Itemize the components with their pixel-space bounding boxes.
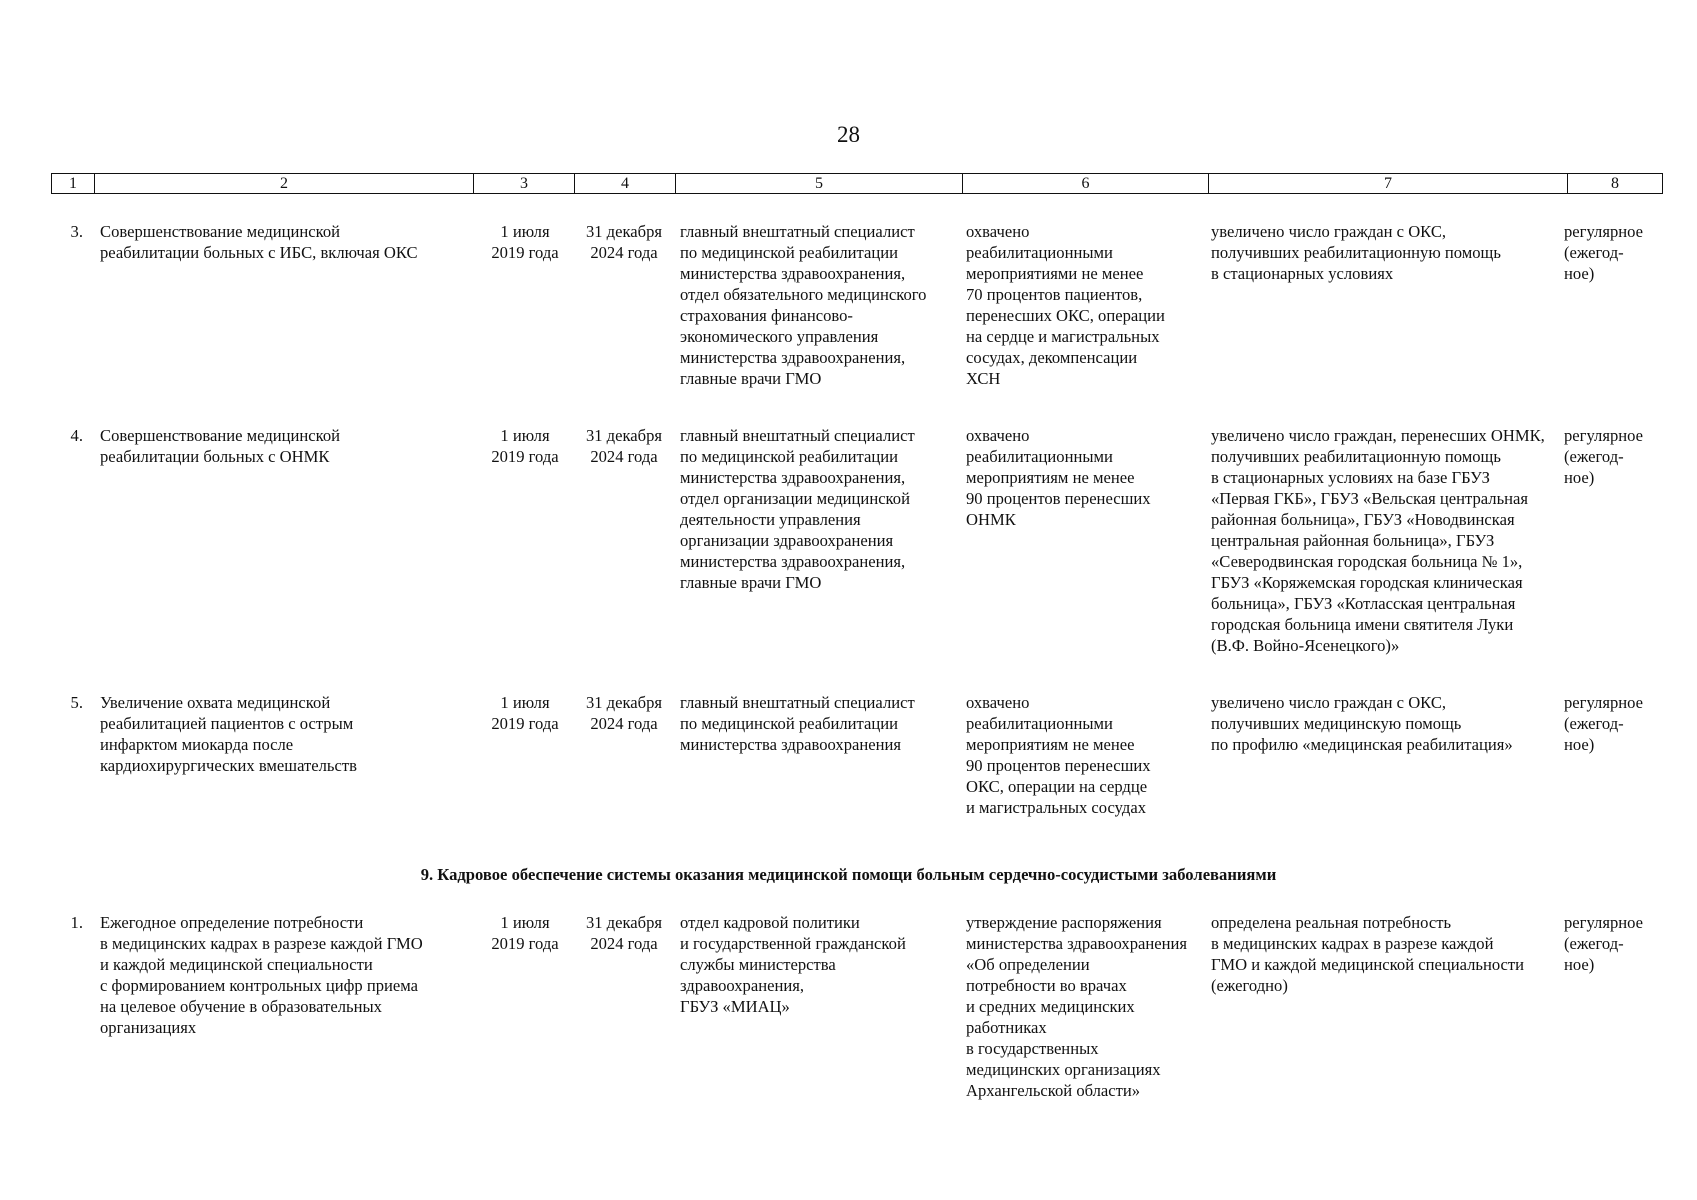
start-date: 1 июля 2019 года (491, 693, 559, 733)
section-heading: 9. Кадровое обеспечение системы оказания медицинской помощи больным сердечно-сосудистыми заболеваниями (420, 865, 1277, 884)
measure-title: Увеличение охвата медицинской реабилитацией пациентов с острым инфарктом миокарда после кардиохирургических вмешательств (100, 693, 357, 775)
column-header-6: 6 (963, 174, 1209, 194)
row-number: 1. (70, 913, 83, 932)
responsible-party: главный внештатный специалист по медицинской реабилитации министерства здравоохранения (680, 693, 915, 754)
frequency: регулярное (ежегод- ное) (1564, 913, 1643, 974)
indicator: охвачено реабилитационными мероприятиями не менее 70 процентов пациентов, перенесших ОКС, операции на сердце и магистральных сосудах, декомпенсации ХСН (966, 222, 1165, 388)
responsible-party: отдел кадровой политики и государственной гражданской службы министерства здравоохранения, ГБУЗ «МИАЦ» (680, 913, 906, 1016)
expected-result: увеличено число граждан, перенесших ОНМК, получивших реабилитационную помощь в стационарных условиях на базе ГБУЗ «Первая ГКБ», ГБУЗ «Вельская центральная районная больница», ГБУЗ «Новодвинская центральная районная больница», ГБУЗ «Северодвинская городская больница № 1», ГБУЗ «Коряжемская городская клиническая больница», ГБУЗ «Котласская центральная городская больница имени святителя Луки (В.Ф. Войно-Ясенецкого)» (1211, 426, 1545, 655)
frequency: регулярное (ежегод- ное) (1564, 426, 1643, 487)
indicator: охвачено реабилитационными мероприятиям не менее 90 процентов перенесших ОКС, операции на сердце и магистральных сосудах (966, 693, 1151, 817)
column-header-3: 3 (474, 174, 575, 194)
indicator: охвачено реабилитационными мероприятиям не менее 90 процентов перенесших ОНМК (966, 426, 1151, 529)
measure-title: Совершенствование медицинской реабилитации больных с ИБС, включая ОКС (100, 222, 418, 262)
end-date: 31 декабря 2024 года (585, 222, 663, 262)
measure-title: Совершенствование медицинской реабилитации больных с ОНМК (100, 426, 341, 466)
responsible-party: главный внештатный специалист по медицинской реабилитации министерства здравоохранения, отдел организации медицинской деятельности управления организации здравоохранения министерства здравоохранения, главные врачи ГМО (680, 426, 915, 592)
column-header-2: 2 (95, 174, 474, 194)
row-number: 5. (70, 693, 83, 712)
column-header-4: 4 (575, 174, 676, 194)
row-number: 3. (70, 222, 83, 241)
end-date: 31 декабря 2024 года (585, 913, 663, 953)
start-date: 1 июля 2019 года (491, 222, 559, 262)
expected-result: увеличено число граждан с ОКС, получивших медицинскую помощь по профилю «медицинская реабилитация» (1211, 693, 1513, 754)
end-date: 31 декабря 2024 года (585, 693, 663, 733)
page-number: 28 (837, 122, 860, 147)
column-header-5: 5 (676, 174, 963, 194)
column-header-7: 7 (1209, 174, 1568, 194)
column-header-8: 8 (1568, 174, 1663, 194)
frequency: регулярное (ежегод- ное) (1564, 222, 1643, 283)
start-date: 1 июля 2019 года (491, 913, 559, 953)
measure-title: Ежегодное определение потребности в медицинских кадрах в разрезе каждой ГМО и каждой медицинской специальности с формированием контрольных цифр приема на целевое обучение в образовательных организациях (100, 913, 423, 1037)
frequency: регулярное (ежегод- ное) (1564, 693, 1643, 754)
column-number-header (51, 173, 1663, 194)
end-date: 31 декабря 2024 года (585, 426, 663, 466)
expected-result: увеличено число граждан с ОКС, получивших реабилитационную помощь в стационарных условиях (1211, 222, 1501, 283)
column-header-1: 1 (52, 174, 95, 194)
start-date: 1 июля 2019 года (491, 426, 559, 466)
responsible-party: главный внештатный специалист по медицинской реабилитации министерства здравоохранения, отдел обязательного медицинского страхования финансово- экономического управления министерства здравоохранения, главные врачи ГМО (680, 222, 927, 388)
row-number: 4. (70, 426, 83, 445)
indicator: утверждение распоряжения министерства здравоохранения «Об определении потребности во врачах и средних медицинских работниках в государственных медицинских организациях Архангельской области» (966, 913, 1188, 1100)
expected-result: определена реальная потребность в медицинских кадрах в разрезе каждой ГМО и каждой медицинской специальности (ежегодно) (1211, 913, 1525, 995)
